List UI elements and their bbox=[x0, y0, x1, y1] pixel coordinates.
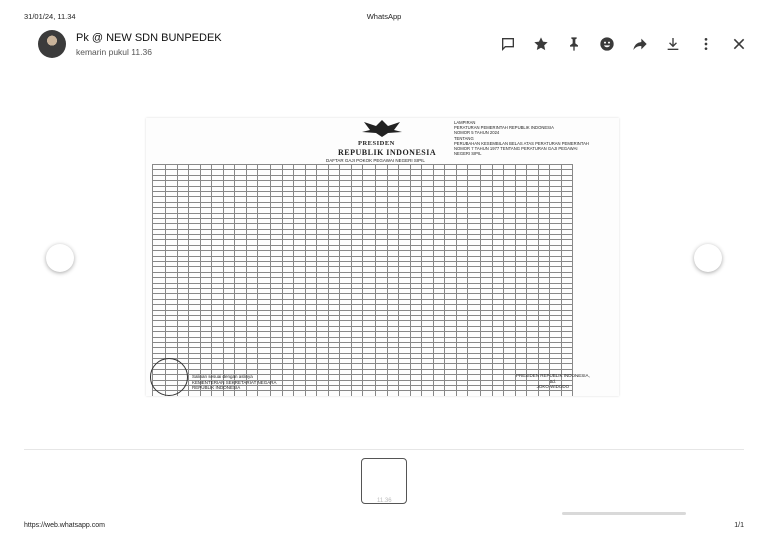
close-button[interactable] bbox=[729, 34, 748, 53]
forward-button[interactable] bbox=[630, 34, 649, 53]
sign-left-line: KEMENTERIAN SEKRETARIAT NEGARA bbox=[192, 379, 277, 385]
print-page-number: 1/1 bbox=[734, 522, 744, 529]
star-button[interactable] bbox=[531, 34, 550, 53]
sender-name[interactable]: Pk @ NEW SDN BUNPEDEK bbox=[76, 32, 222, 44]
print-date: 31/01/24, 11.34 bbox=[24, 12, 76, 21]
doc-heading-president: PRESIDEN bbox=[358, 140, 395, 147]
sign-left-line: REPUBLIK INDONESIA bbox=[192, 385, 241, 390]
previous-media-button[interactable] bbox=[46, 244, 74, 272]
forward-icon bbox=[632, 36, 648, 52]
official-seal-icon bbox=[150, 358, 188, 396]
garuda-emblem-icon bbox=[358, 118, 406, 138]
lampiran-line: NEGERI SIPIL bbox=[454, 151, 482, 157]
lampiran-line: PERATURAN PEMERINTAH REPUBLIK INDONESIA bbox=[454, 125, 554, 131]
print-url: https://web.whatsapp.com bbox=[24, 522, 105, 529]
avatar[interactable] bbox=[38, 30, 66, 58]
react-button[interactable] bbox=[597, 34, 616, 53]
sender-time: kemarin pukul 11.36 bbox=[76, 47, 152, 57]
lampiran-line: TENTANG bbox=[454, 135, 474, 141]
header-actions bbox=[498, 34, 748, 53]
doc-sign-right bbox=[516, 373, 590, 390]
star-icon bbox=[533, 36, 549, 52]
lampiran-line: PERUBAHAN KESEMBILAN BELAS ATAS PERATURAN PEMERINTAH bbox=[454, 140, 589, 146]
more-icon bbox=[698, 36, 714, 52]
sign-left-line: Salinan sesuai dengan aslinya bbox=[192, 374, 253, 379]
media-viewer-header bbox=[38, 30, 748, 64]
reply-button[interactable] bbox=[498, 34, 517, 53]
salary-table-grid bbox=[152, 164, 573, 396]
pin-icon bbox=[566, 36, 582, 52]
sign-right-line: ttd. bbox=[549, 378, 557, 384]
print-app-name: WhatsApp bbox=[366, 12, 402, 21]
doc-heading-republic: REPUBLIK INDONESIA bbox=[338, 148, 437, 157]
sign-right-line: JOKO WIDODO bbox=[536, 384, 570, 389]
doc-lampiran bbox=[454, 120, 614, 156]
doc-subtitle: DAFTAR GAJI POKOK PEGAWAI NEGERI SIPIL bbox=[326, 158, 425, 163]
pin-button[interactable] bbox=[564, 34, 583, 53]
close-icon bbox=[731, 36, 747, 52]
document-image[interactable] bbox=[146, 118, 619, 396]
next-media-button[interactable] bbox=[694, 244, 722, 272]
sign-right-line: PRESIDEN REPUBLIK INDONESIA, bbox=[516, 373, 590, 378]
reply-icon bbox=[500, 36, 516, 52]
media-viewer bbox=[0, 70, 768, 448]
emoji-icon bbox=[599, 36, 615, 52]
thumbnail-divider bbox=[24, 449, 744, 450]
doc-sign-left bbox=[192, 374, 277, 391]
print-header bbox=[24, 8, 744, 22]
more-options-button[interactable] bbox=[696, 34, 715, 53]
lampiran-line: NOMOR 5 TAHUN 2024 bbox=[454, 130, 500, 136]
lampiran-line: LAMPIRAN bbox=[454, 120, 476, 125]
lampiran-line: NOMOR 7 TAHUN 1977 TENTANG PERATURAN GAJI PEGAWAI bbox=[454, 146, 578, 152]
thumbnail-time: 11.36 bbox=[377, 498, 392, 504]
download-icon bbox=[665, 36, 681, 52]
thumbnail-scrollbar[interactable] bbox=[562, 512, 686, 515]
download-button[interactable] bbox=[663, 34, 682, 53]
